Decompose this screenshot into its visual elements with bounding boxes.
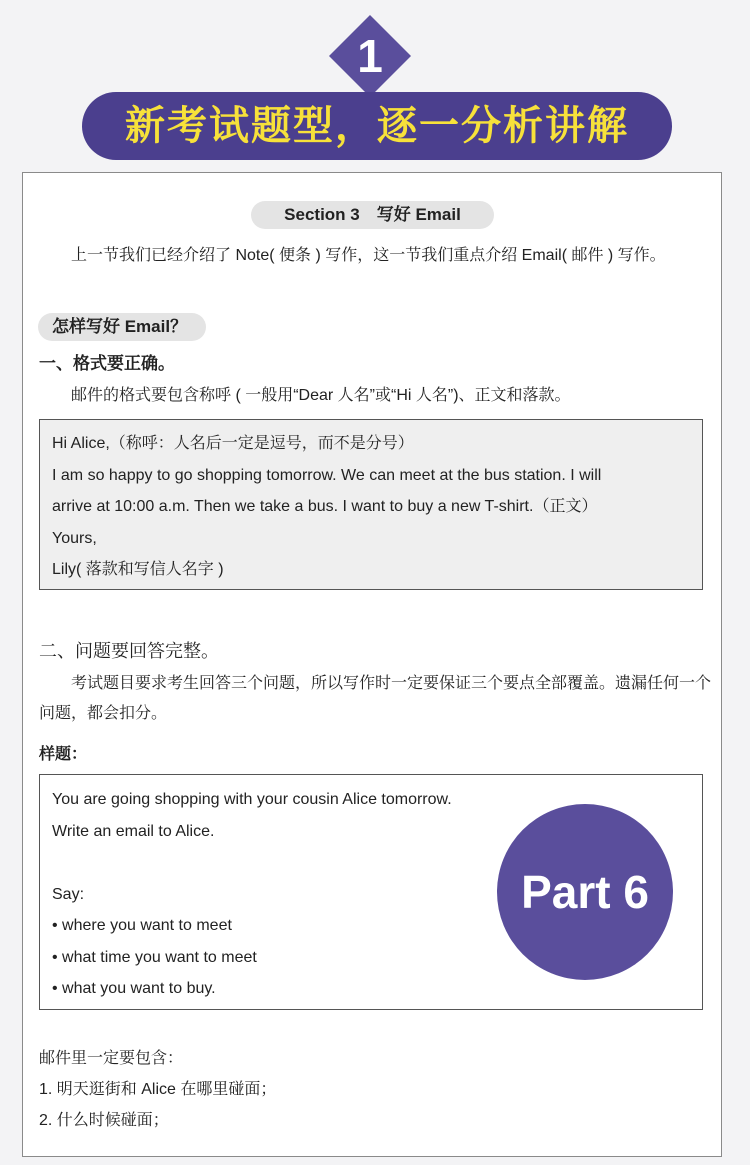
list-item: 1. 明天逛街和 Alice 在哪里碰面； [39, 1081, 277, 1098]
email-line: Lily( 落款和写信人名字 ) [52, 561, 224, 578]
number-badge [330, 16, 410, 96]
sample-bullet: • where you want to meet [52, 917, 232, 934]
sample-line: You are going shopping with your cousin Alice tomorrow. [52, 791, 452, 808]
email-line: Yours, [52, 529, 97, 547]
intro-paragraph: 上一节我们已经介绍了 Note( 便条 ) 写作，这一节我们重点介绍 Email( 邮件 ) 写作。 [71, 247, 666, 264]
content-card [22, 172, 722, 1157]
sample-bullet: • what time you want to meet [52, 948, 257, 966]
sample-label: 样题： [39, 746, 88, 763]
badge-number: 1 [357, 30, 383, 82]
subsection-title: 怎样写好 Email？ [38, 313, 206, 341]
email-line: arrive at 10:00 a.m. Then we take a bus. I want to buy a new T-shirt.（正文） [52, 498, 598, 515]
example-email-box [39, 419, 703, 590]
point2-heading: 二、问题要回答完整。 [39, 641, 219, 661]
sample-line: Say: [52, 885, 85, 903]
part-badge: Part 6 [497, 804, 673, 980]
must-include-heading: 邮件里一定要包含： [39, 1050, 184, 1067]
sample-bullet: • what you want to buy. [52, 980, 216, 997]
point1-heading: 一、格式要正确。 [39, 354, 175, 373]
title-banner: 新考试题型，逐一分析讲解 [82, 92, 672, 160]
point1-text: 邮件的格式要包含称呼 ( 一般用“Dear 人名”或“Hi 人名”)、正文和落款。 [71, 387, 571, 404]
email-line: Hi Alice,（称呼：人名后一定是逗号，而不是分号） [52, 435, 414, 452]
point2-text: 考试题目要求考生回答三个问题，所以写作时一定要保证三个要点全部覆盖。遗漏任何一个问题，都会扣分。 [39, 675, 712, 722]
list-item: 2. 什么时候碰面； [39, 1112, 169, 1129]
section-title: Section 3 写好 Email [251, 201, 494, 229]
sample-line: Write an email to Alice. [52, 822, 215, 840]
email-line: I am so happy to go shopping tomorrow. We can meet at the bus station. I will [52, 466, 602, 484]
must-include-list [39, 1043, 276, 1136]
